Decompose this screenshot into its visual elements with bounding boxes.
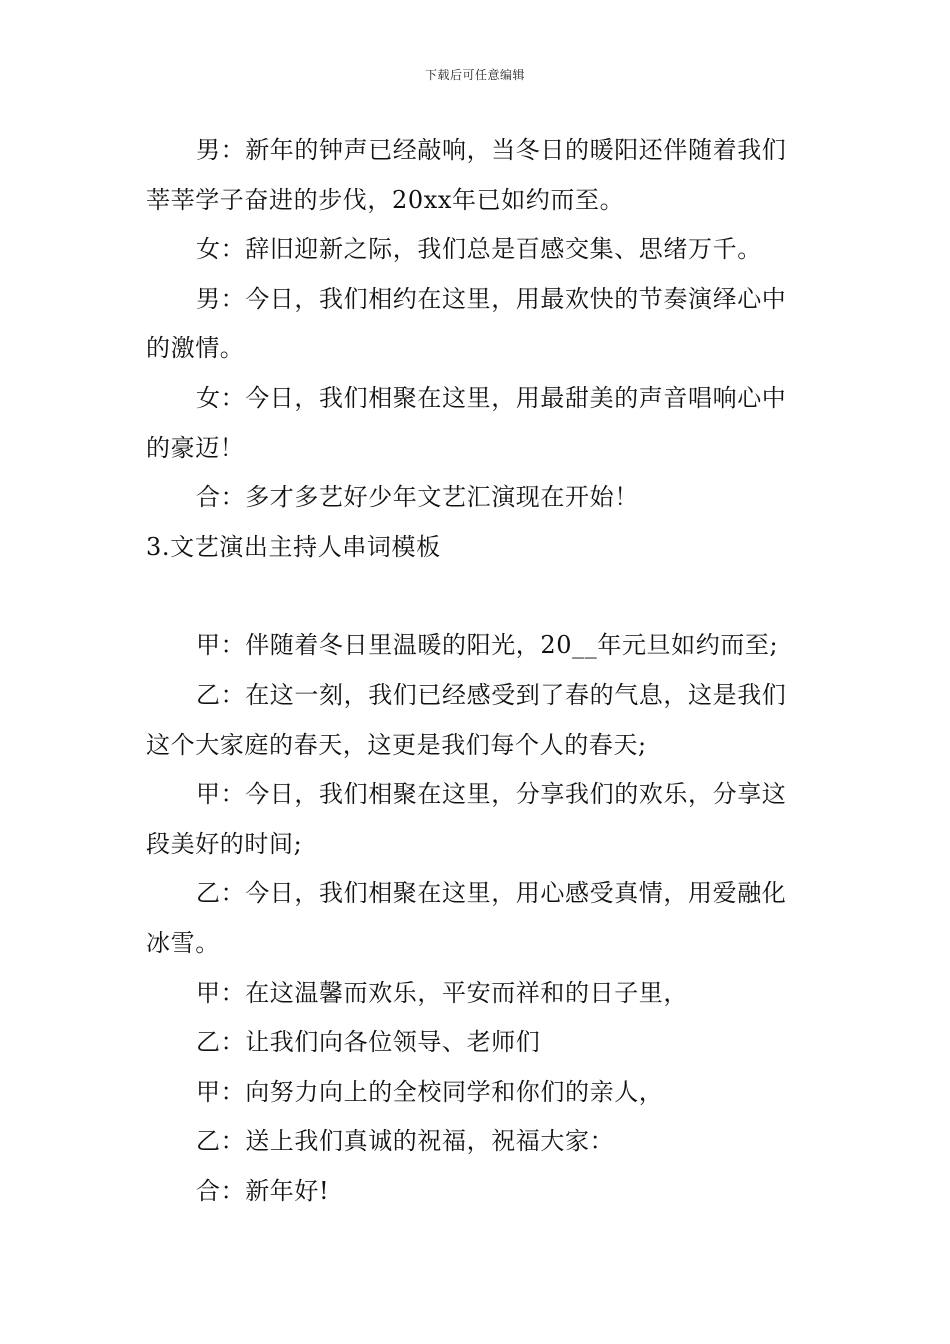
page-header-note: 下载后可任意编辑 [424,68,525,82]
paragraph: 乙：在这一刻，我们已经感受到了春的气息，这是我们这个大家庭的春天，这更是我们每个人的春天; [146,680,787,759]
paragraph: 乙：今日，我们相聚在这里，用心感受真情，用爱融化冰雪。 [146,879,787,957]
paragraph: 甲：伴随着冬日里温暖的阳光，20__年元旦如约而至; [196,631,779,660]
paragraph: 合：多才多艺好少年文艺汇演现在开始！ [196,483,639,512]
section-heading: 3.文艺演出主持人串词模板 [146,532,441,561]
paragraph: 甲：向努力向上的全校同学和你们的亲人， [196,1077,664,1106]
paragraph: 女：辞旧迎新之际，我们总是百感交集、思绪万千。 [196,235,762,264]
paragraph: 合：新年好! [196,1176,330,1205]
paragraph: 男：今日，我们相约在这里，用最欢快的节奏演绎心中的激情。 [146,284,787,363]
paragraph: 乙：送上我们真诚的祝福，祝福大家： [196,1127,615,1156]
paragraph: 乙：让我们向各位领导、老师们 [196,1028,541,1057]
paragraph: 甲：在这温馨而欢乐，平安而祥和的日子里， [196,978,688,1007]
blank-line [146,572,806,621]
paragraph: 女：今日，我们相聚在这里，用最甜美的声音唱响心中的豪迈！ [146,383,787,462]
document-body [146,126,806,1216]
paragraph: 甲：今日，我们相聚在这里，分享我们的欢乐，分享这段美好的时间; [146,780,787,858]
paragraph: 男：新年的钟声已经敲响，当冬日的暖阳还伴随着我们莘莘学子奋进的步伐，20xx年已如约而至。 [146,136,787,214]
